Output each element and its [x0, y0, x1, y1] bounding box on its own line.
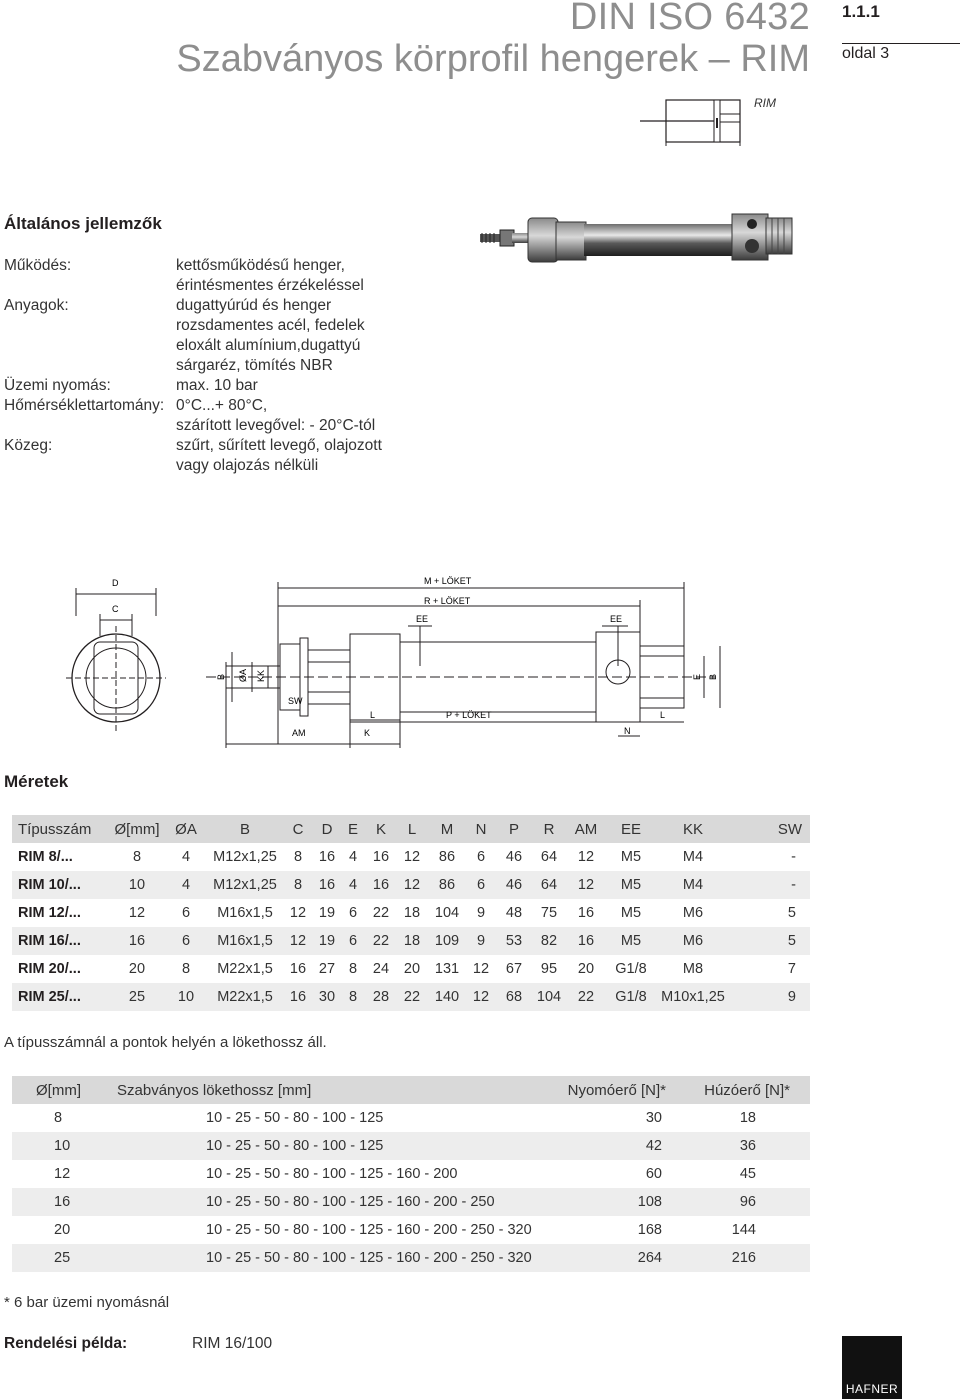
- table-cell: 8: [348, 961, 358, 977]
- general-heading: Általános jellemzők: [4, 214, 162, 233]
- table-cell: 10: [164, 983, 208, 1011]
- page-title-line2: Szabványos körprofil hengerek – RIM: [176, 38, 810, 80]
- table-cell: 4: [181, 849, 191, 865]
- col-b: B: [208, 815, 282, 843]
- table-cell: 64: [540, 849, 558, 865]
- drawing-label-B-rear: B: [708, 673, 718, 680]
- type-cell: RIM 12/...: [18, 905, 81, 921]
- spec-value-medium-2: vagy olajozás nélküli: [176, 457, 319, 474]
- table-cell: 8: [181, 961, 191, 977]
- table-cell: M6: [656, 927, 730, 955]
- hafner-logo-text: HAFNER: [845, 1382, 899, 1396]
- spec-value-materials-1: dugattyúrúd és henger: [176, 297, 332, 314]
- table-cell: 108: [552, 1188, 676, 1216]
- order-example-value: RIM 16/100: [192, 1335, 273, 1352]
- table-cell: 10: [110, 871, 164, 899]
- table-cell: 25: [12, 1244, 112, 1272]
- table-cell: M8: [682, 961, 704, 977]
- table-cell: 19: [318, 905, 336, 921]
- table-cell: 96: [676, 1188, 810, 1216]
- col-e: E: [340, 815, 366, 843]
- spec-value-temperature-1: 0°C...+ 80°C,: [176, 397, 268, 414]
- drawing-label-R-loket: R + LÖKET: [424, 596, 471, 606]
- table-row: [12, 1104, 810, 1132]
- table-cell: G1/8: [615, 961, 647, 977]
- table-cell: 16: [566, 927, 606, 955]
- col-n: N: [466, 815, 496, 843]
- table-cell: 18: [396, 927, 428, 955]
- type-cell: RIM 8/...: [18, 849, 73, 865]
- table-cell: 12: [466, 983, 496, 1011]
- force-footnote: * 6 bar üzemi nyomásnál: [4, 1294, 170, 1311]
- table-cell: 20: [128, 961, 146, 977]
- table-cell: 131: [434, 961, 460, 977]
- table-cell: M12x1,25: [208, 871, 282, 899]
- table-cell: 9: [476, 905, 486, 921]
- table-cell: 6: [340, 927, 366, 955]
- table-row: [12, 983, 810, 1011]
- spec-label-pressure: Üzemi nyomás:: [4, 377, 111, 394]
- table-cell: 82: [532, 927, 566, 955]
- table-cell: M5: [606, 927, 656, 955]
- col-am: AM: [566, 815, 606, 843]
- table-cell: 22: [372, 905, 390, 921]
- table-cell: 8: [282, 871, 314, 899]
- table-cell: 86: [428, 871, 466, 899]
- table-cell: 22: [366, 927, 396, 955]
- table-cell: 109: [428, 927, 466, 955]
- col-oa: ØA: [164, 815, 208, 843]
- drawing-label-P-loket: P + LÖKET: [446, 710, 492, 720]
- cylinder-photo: [476, 200, 806, 280]
- table-cell: M12x1,25: [213, 849, 277, 865]
- page-title-line1: DIN ISO 6432: [569, 0, 810, 38]
- table-cell: 12: [403, 849, 421, 865]
- table-cell: 12: [128, 905, 146, 921]
- drawing-label-M-loket: M + LÖKET: [424, 576, 472, 586]
- table-row: [12, 899, 810, 927]
- table-cell: 16: [314, 871, 340, 899]
- table-cell: 22: [396, 983, 428, 1011]
- stroke-header-row: [12, 1076, 810, 1104]
- dimensions-header-row: [12, 815, 810, 843]
- symbol-label: RIM: [754, 96, 776, 110]
- table-cell: 16: [110, 927, 164, 955]
- drawing-label-SW: SW: [288, 696, 303, 706]
- table-cell: 5: [787, 905, 796, 921]
- table-cell: 216: [676, 1244, 810, 1272]
- spec-value-materials-4: sárgaréz, tömítés NBR: [176, 357, 333, 374]
- table-cell: 20: [577, 961, 595, 977]
- table-cell: 5: [730, 927, 810, 955]
- col-ee: EE: [606, 815, 656, 843]
- spec-value-materials-3: eloxált alumínium,dugattyú: [176, 337, 361, 354]
- table-cell: M16x1,5: [208, 927, 282, 955]
- drawing-label-E: E: [692, 673, 702, 680]
- table-cell: 68: [496, 983, 532, 1011]
- table-row: [12, 1132, 810, 1160]
- table-row: [12, 1216, 810, 1244]
- table-cell: 4: [340, 871, 366, 899]
- dimensions-note: A típusszámnál a pontok helyén a lökethossz áll.: [4, 1034, 327, 1051]
- table-cell: -: [791, 849, 796, 865]
- table-cell: 16: [289, 961, 307, 977]
- col-tipusszam: Típusszám: [12, 815, 110, 843]
- col-diameter: Ø[mm]: [110, 815, 164, 843]
- spec-value-materials-2: rozsdamentes acél, fedelek: [176, 317, 365, 334]
- table-row: [12, 927, 810, 955]
- table-cell: 12: [396, 871, 428, 899]
- section-number: 1.1.1: [842, 2, 880, 21]
- table-cell: 10 - 25 - 50 - 80 - 100 - 125 - 160 - 200 - 250: [112, 1188, 552, 1216]
- table-cell: 64: [532, 871, 566, 899]
- table-cell: 9: [730, 983, 810, 1011]
- table-cell: 168: [637, 1222, 662, 1238]
- table-cell: M6: [682, 905, 704, 921]
- spec-label-temperature: Hőmérséklettartomány:: [4, 397, 165, 414]
- table-cell: 6: [164, 927, 208, 955]
- table-cell: 264: [552, 1244, 676, 1272]
- table-cell: 28: [366, 983, 396, 1011]
- table-cell: 16: [318, 849, 336, 865]
- table-cell: 16: [282, 983, 314, 1011]
- type-cell: RIM 25/...: [12, 983, 110, 1011]
- col-r: R: [532, 815, 566, 843]
- drawing-label-L-rear: L: [660, 710, 666, 720]
- table-cell: 10 - 25 - 50 - 80 - 100 - 125: [206, 1110, 384, 1126]
- table-cell: 46: [496, 871, 532, 899]
- table-cell: 8: [54, 1110, 63, 1126]
- drawing-label-B: B: [216, 673, 226, 680]
- table-cell: 16: [366, 871, 396, 899]
- spec-value-temperature-2: szárított levegővel: - 20°C-tól: [176, 417, 376, 434]
- table-cell: 6: [181, 905, 191, 921]
- drawing-label-EE-rear: EE: [610, 614, 623, 624]
- spec-value-medium-1: szűrt, sűrített levegő, olajozott: [176, 437, 382, 454]
- spec-label-operation: Működés:: [4, 257, 72, 274]
- table-cell: M5: [606, 871, 656, 899]
- table-cell: 53: [496, 927, 532, 955]
- drawing-label-C: C: [112, 604, 119, 614]
- table-cell: M22x1,5: [208, 983, 282, 1011]
- table-cell: 95: [540, 961, 558, 977]
- table-cell: 6: [476, 849, 486, 865]
- table-cell: 86: [438, 849, 456, 865]
- spec-label-medium: Közeg:: [4, 437, 53, 454]
- table-cell: 10: [12, 1132, 112, 1160]
- stroke-force-table: [12, 1076, 810, 1272]
- spec-value-pressure: max. 10 bar: [176, 377, 258, 394]
- table-cell: 10 - 25 - 50 - 80 - 100 - 125 - 160 - 200 - 250 - 320: [112, 1244, 552, 1272]
- hafner-logo: [842, 1336, 902, 1399]
- drawing-label-D: D: [112, 578, 119, 588]
- type-cell: RIM 16/...: [12, 927, 110, 955]
- table-cell: 10 - 25 - 50 - 80 - 100 - 125 - 160 - 200 - 250 - 320: [206, 1222, 532, 1238]
- table-cell: -: [730, 871, 810, 899]
- table-cell: 42: [552, 1132, 676, 1160]
- drawing-label-OA: ØA: [238, 668, 248, 682]
- drawing-label-N: N: [624, 726, 631, 736]
- table-row: [12, 871, 810, 899]
- table-cell: 25: [110, 983, 164, 1011]
- table-cell: 18: [403, 905, 421, 921]
- table-cell: M22x1,5: [217, 961, 273, 977]
- table-cell: 104: [532, 983, 566, 1011]
- order-example-label: Rendelési példa:: [4, 1335, 128, 1352]
- type-cell: RIM 10/...: [12, 871, 110, 899]
- table-cell: 24: [372, 961, 390, 977]
- table-cell: 18: [739, 1110, 756, 1126]
- table-cell: 4: [348, 849, 358, 865]
- table-cell: 19: [314, 927, 340, 955]
- table-cell: 7: [787, 961, 796, 977]
- table-cell: 4: [164, 871, 208, 899]
- table-row: [12, 955, 810, 983]
- table-cell: 16: [372, 849, 390, 865]
- table-cell: 16: [12, 1188, 112, 1216]
- table-row: [12, 1188, 810, 1216]
- table-cell: 12: [289, 905, 307, 921]
- table-cell: M5: [620, 849, 642, 865]
- dimensions-heading: Méretek: [4, 772, 69, 791]
- spec-value-operation-1: kettősműködésű henger,: [176, 257, 345, 274]
- table-cell: 36: [676, 1132, 810, 1160]
- table-cell: M16x1,5: [217, 905, 273, 921]
- table-cell: 30: [645, 1110, 662, 1126]
- table-cell: 20: [403, 961, 421, 977]
- table-cell: 144: [731, 1222, 756, 1238]
- table-cell: 12: [577, 849, 595, 865]
- drawing-label-AM: AM: [292, 728, 306, 738]
- col-push-force: Nyomóerő [N]*: [552, 1076, 676, 1104]
- table-row: [12, 1244, 810, 1272]
- col-k: K: [366, 815, 396, 843]
- table-cell: 48: [505, 905, 523, 921]
- header-divider: [842, 43, 960, 44]
- table-cell: 104: [434, 905, 460, 921]
- type-cell: RIM 20/...: [18, 961, 81, 977]
- col-c: C: [282, 815, 314, 843]
- table-cell: 8: [293, 849, 303, 865]
- col-stroke-diameter: Ø[mm]: [12, 1076, 112, 1104]
- col-m: M: [428, 815, 466, 843]
- col-l: L: [396, 815, 428, 843]
- table-cell: 46: [505, 849, 523, 865]
- table-row: [12, 843, 810, 871]
- table-cell: 6: [348, 905, 358, 921]
- table-cell: 16: [577, 905, 595, 921]
- table-cell: 30: [314, 983, 340, 1011]
- table-cell: 12: [472, 961, 490, 977]
- table-cell: 10 - 25 - 50 - 80 - 100 - 125: [112, 1132, 552, 1160]
- col-standard-stroke: Szabványos lökethossz [mm]: [112, 1076, 552, 1104]
- table-cell: 9: [466, 927, 496, 955]
- col-pull-force: Húzóerő [N]*: [676, 1076, 810, 1104]
- page-number: oldal 3: [842, 45, 890, 62]
- spec-value-operation-2: érintésmentes érzékeléssel: [176, 277, 364, 294]
- technical-drawing: [56, 566, 746, 758]
- drawing-label-L-front: L: [370, 710, 376, 720]
- table-cell: 12: [54, 1166, 71, 1182]
- col-sw: SW: [730, 815, 810, 843]
- general-specs: [0, 256, 460, 476]
- table-cell: 140: [428, 983, 466, 1011]
- drawing-label-K: K: [364, 728, 371, 738]
- dimensions-table: [12, 815, 810, 1011]
- table-cell: 67: [505, 961, 523, 977]
- table-cell: 12: [566, 871, 606, 899]
- table-row: [12, 1160, 810, 1188]
- table-cell: 20: [54, 1222, 71, 1238]
- table-cell: 12: [282, 927, 314, 955]
- table-cell: M10x1,25: [656, 983, 730, 1011]
- table-cell: 75: [540, 905, 558, 921]
- table-cell: M5: [620, 905, 642, 921]
- table-cell: 45: [739, 1166, 756, 1182]
- table-cell: G1/8: [606, 983, 656, 1011]
- drawing-label-KK: KK: [256, 669, 266, 682]
- table-cell: M4: [656, 871, 730, 899]
- table-cell: M4: [682, 849, 704, 865]
- table-cell: 6: [466, 871, 496, 899]
- table-cell: 8: [340, 983, 366, 1011]
- cylinder-symbol-icon: [636, 92, 756, 150]
- table-cell: 10 - 25 - 50 - 80 - 100 - 125 - 160 - 200: [206, 1166, 458, 1182]
- table-cell: 27: [318, 961, 336, 977]
- table-cell: 8: [132, 849, 142, 865]
- spec-label-materials: Anyagok:: [4, 297, 69, 314]
- table-cell: 60: [645, 1166, 662, 1182]
- col-p: P: [496, 815, 532, 843]
- table-cell: 22: [566, 983, 606, 1011]
- drawing-label-EE-front: EE: [416, 614, 429, 624]
- col-kk: KK: [656, 815, 730, 843]
- col-d: D: [314, 815, 340, 843]
